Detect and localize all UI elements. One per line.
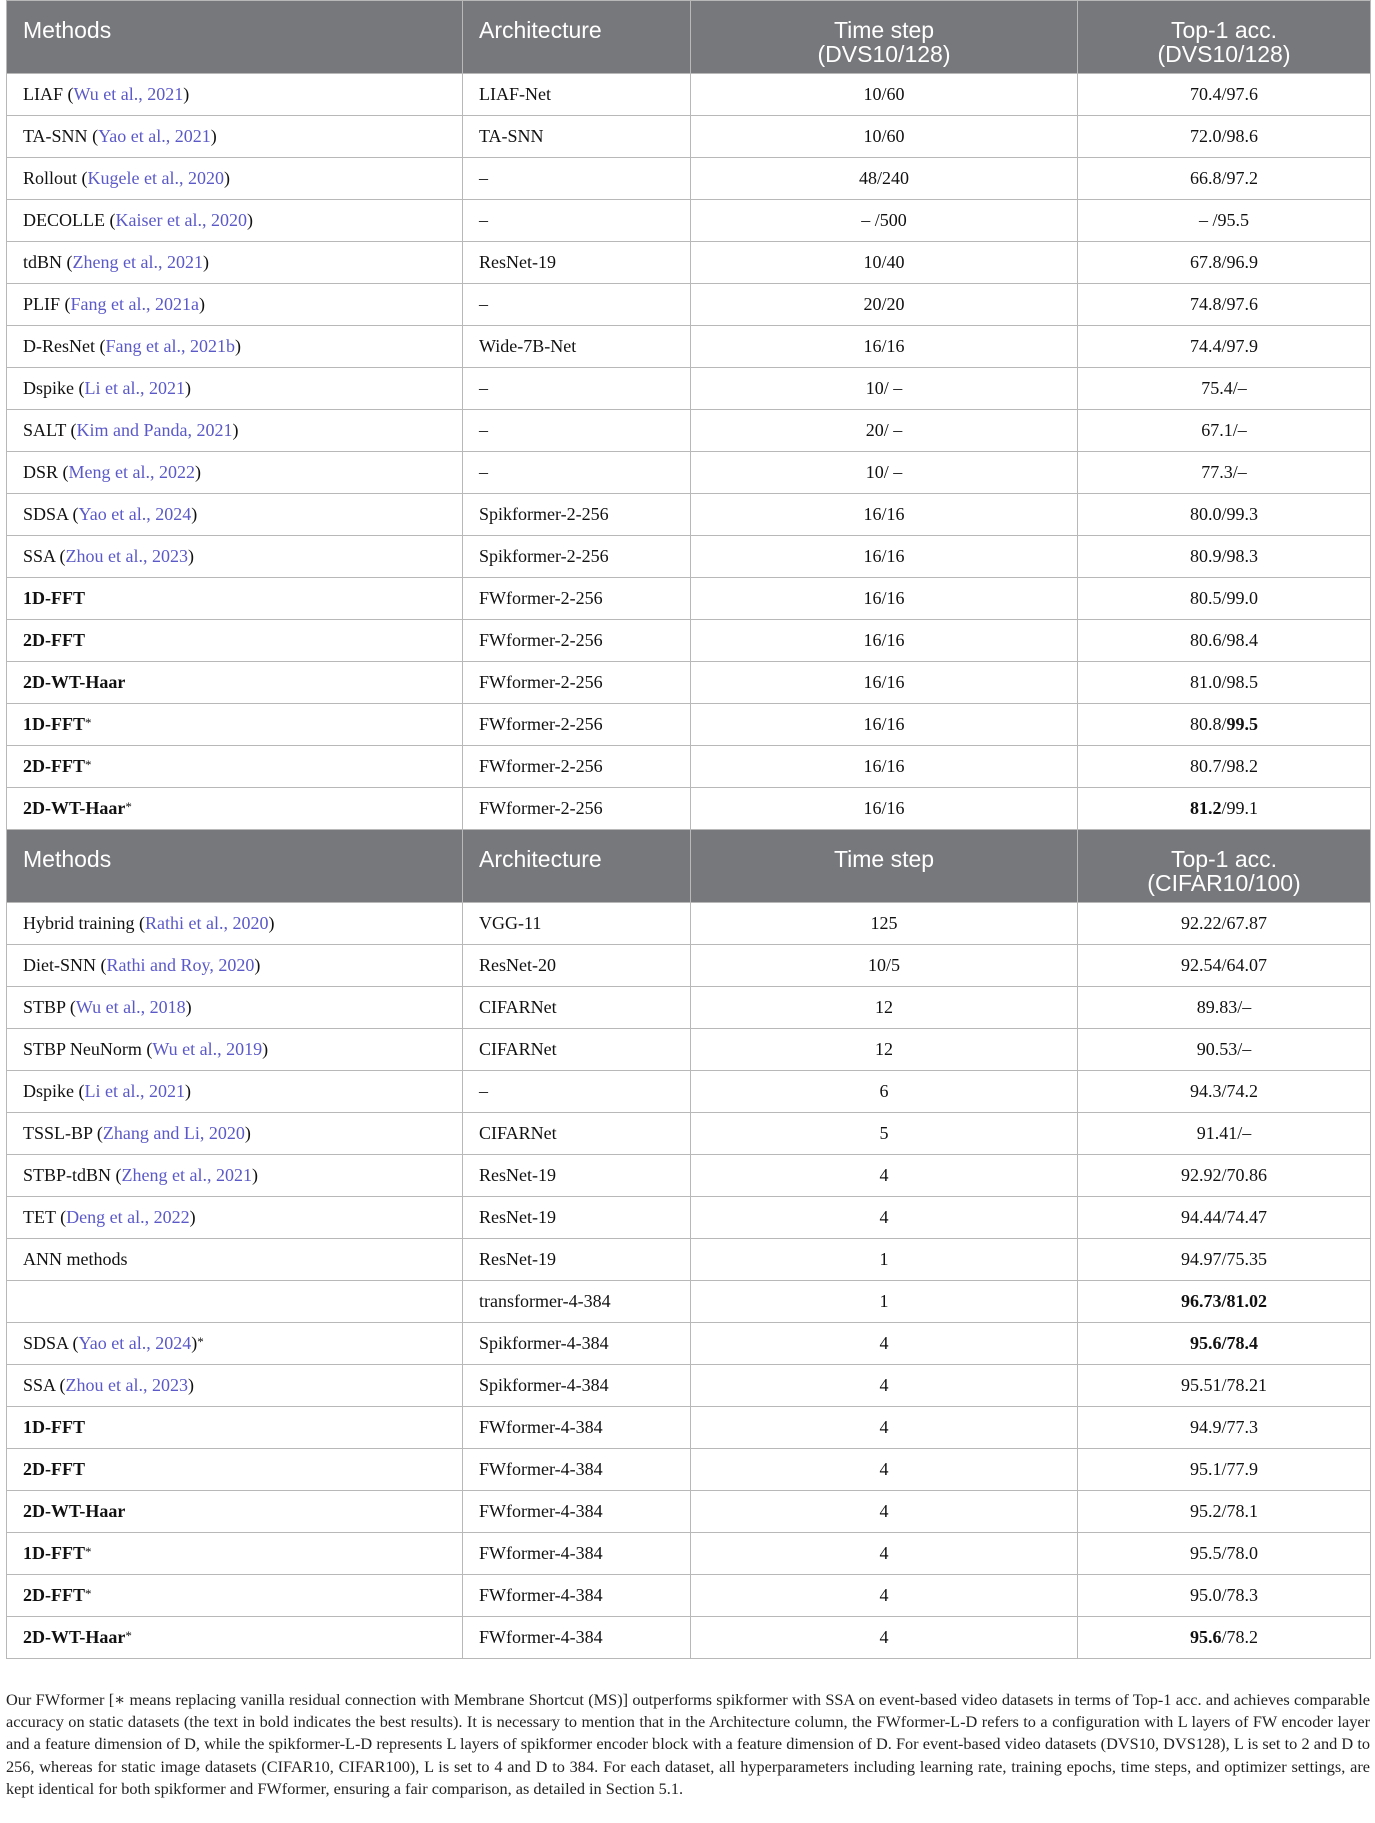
architecture-cell: FWformer-2-256 (463, 620, 691, 662)
accuracy-cell: – /95.5 (1078, 200, 1371, 242)
method-cell: Hybrid training (Rathi et al., 2020) (7, 903, 463, 945)
table-row (7, 1281, 1371, 1323)
architecture-cell: LIAF-Net (463, 74, 691, 116)
time-step-cell: 4 (691, 1533, 1078, 1575)
header-methods: Methods (7, 830, 463, 903)
accuracy-cell: 80.6/98.4 (1078, 620, 1371, 662)
accuracy-cell: 92.92/70.86 (1078, 1155, 1371, 1197)
method-cell: Rollout (Kugele et al., 2020) (7, 158, 463, 200)
method-cell: tdBN (Zheng et al., 2021) (7, 242, 463, 284)
table-row (7, 746, 1371, 788)
method-name: 2D-FFT (23, 1459, 85, 1479)
method-name: 1D-FFT (23, 1417, 85, 1437)
table-row (7, 116, 1371, 158)
time-step-cell: 16/16 (691, 662, 1078, 704)
accuracy-part: /99.1 (1221, 798, 1258, 818)
table-row (7, 1575, 1371, 1617)
citation-link: Fang et al., 2021b (105, 336, 235, 356)
citation-link: Yao et al., 2024 (78, 504, 192, 524)
table-caption: Our FWformer [∗ means replacing vanilla residual connection with Membrane Shortcut (MS)] outperforms spikformer with SSA on event-based video datasets in terms of Top-1 acc. and achieves comparable accuracy on static datasets (the text in bold indicates the best results). It is necessary to mention that in the Architecture column, the FWformer-L-D refers to a configuration with L layers of FW encoder layer and a feature dimension of D, while the spikformer-L-D represents L layers of spikformer encoder block with a feature dimension of D. For event-based video datasets (DVS10, DVS128), L is set to 2 and D to 256, whereas for static image datasets (CIFAR10, CIFAR100), L is set to 4 and D to 384. For each dataset, all hyperparameters including learning rate, training epochs, time steps, and optimizer settings, are kept identical for both spikformer and FWformer, ensuring a fair comparison, as detailed in Section 5.1. (6, 1690, 1370, 1798)
accuracy-cell (1078, 704, 1371, 746)
time-step-cell: 10/60 (691, 74, 1078, 116)
accuracy-cell: 77.3/– (1078, 452, 1371, 494)
method-cell (7, 1407, 463, 1449)
accuracy-cell: 80.5/99.0 (1078, 578, 1371, 620)
architecture-cell: – (463, 200, 691, 242)
method-name: DECOLLE (23, 210, 105, 230)
table-row (7, 704, 1371, 746)
method-name: 2D-FFT (23, 1585, 85, 1605)
method-name: 2D-WT-Haar (23, 1501, 126, 1521)
method-cell: TET (Deng et al., 2022) (7, 1197, 463, 1239)
architecture-cell: ResNet-19 (463, 242, 691, 284)
citation-link: Yao et al., 2021 (98, 126, 211, 146)
time-step-cell: 16/16 (691, 746, 1078, 788)
table2-body (7, 903, 1371, 1659)
table-row (7, 284, 1371, 326)
method-name: TA-SNN (23, 126, 88, 146)
time-step-cell: 16/16 (691, 494, 1078, 536)
table-row (7, 1365, 1371, 1407)
method-name: 1D-FFT (23, 1543, 85, 1563)
method-name: ANN methods (23, 1249, 128, 1269)
time-step-cell: 16/16 (691, 788, 1078, 830)
asterisk-mark: * (197, 1334, 204, 1349)
header-acc-sub: (CIFAR10/100) (1147, 870, 1301, 896)
citation-link: Deng et al., 2022 (66, 1207, 190, 1227)
citation-link: Wu et al., 2019 (152, 1039, 263, 1059)
table-row (7, 1323, 1371, 1365)
method-cell (7, 620, 463, 662)
architecture-cell: Spikformer-2-256 (463, 494, 691, 536)
time-step-cell: 16/16 (691, 620, 1078, 662)
method-name: PLIF (23, 294, 61, 314)
accuracy-cell: 66.8/97.2 (1078, 158, 1371, 200)
table-row (7, 1491, 1371, 1533)
citation-link: Zheng et al., 2021 (121, 1165, 252, 1185)
accuracy-cell: 67.1/– (1078, 410, 1371, 452)
method-cell: STBP-tdBN (Zheng et al., 2021) (7, 1155, 463, 1197)
time-step-cell: 5 (691, 1113, 1078, 1155)
method-name: Hybrid training (23, 913, 135, 933)
architecture-cell: – (463, 410, 691, 452)
citation-link: Zhou et al., 2023 (65, 546, 189, 566)
accuracy-cell: 92.22/67.87 (1078, 903, 1371, 945)
table-row (7, 494, 1371, 536)
table-row (7, 1407, 1371, 1449)
architecture-cell: Wide-7B-Net (463, 326, 691, 368)
citation-link: Zhou et al., 2023 (65, 1375, 189, 1395)
accuracy-cell: 95.1/77.9 (1078, 1449, 1371, 1491)
table-row (7, 788, 1371, 830)
results-table-container (6, 0, 1370, 1659)
method-name: LIAF (23, 84, 63, 104)
table-row (7, 1155, 1371, 1197)
time-step-cell: 4 (691, 1491, 1078, 1533)
table1-header-row (7, 1, 1371, 74)
time-step-cell: 6 (691, 1071, 1078, 1113)
time-step-cell: 4 (691, 1407, 1078, 1449)
citation-link: Li et al., 2021 (84, 1081, 185, 1101)
accuracy-cell (1078, 1617, 1371, 1659)
table-row (7, 74, 1371, 116)
architecture-cell: FWformer-4-384 (463, 1449, 691, 1491)
method-name: Diet-SNN (23, 955, 96, 975)
time-step-cell: 4 (691, 1575, 1078, 1617)
method-cell (7, 662, 463, 704)
accuracy-cell (1078, 788, 1371, 830)
table-row (7, 1029, 1371, 1071)
time-step-cell: 10/60 (691, 116, 1078, 158)
table-row (7, 410, 1371, 452)
method-cell: Dspike (Li et al., 2021) (7, 1071, 463, 1113)
method-cell (7, 578, 463, 620)
time-step-cell: 20/ – (691, 410, 1078, 452)
accuracy-cell: 67.8/96.9 (1078, 242, 1371, 284)
accuracy-cell: 95.5/78.0 (1078, 1533, 1371, 1575)
method-cell (7, 1617, 463, 1659)
method-name: tdBN (23, 252, 63, 272)
architecture-cell: FWformer-4-384 (463, 1407, 691, 1449)
citation-link: Kim and Panda, 2021 (76, 420, 233, 440)
time-step-cell: 48/240 (691, 158, 1078, 200)
method-name: 2D-WT-Haar (23, 1627, 126, 1647)
table-row (7, 945, 1371, 987)
citation-link: Rathi and Roy, 2020 (106, 955, 255, 975)
time-step-cell: 4 (691, 1449, 1078, 1491)
architecture-cell: FWformer-4-384 (463, 1491, 691, 1533)
accuracy-cell: 81.0/98.5 (1078, 662, 1371, 704)
architecture-cell: CIFARNet (463, 1113, 691, 1155)
accuracy-cell: 70.4/97.6 (1078, 74, 1371, 116)
method-cell: SSA (Zhou et al., 2023) (7, 536, 463, 578)
architecture-cell: Spikformer-4-384 (463, 1365, 691, 1407)
asterisk-mark: * (85, 1544, 92, 1559)
method-cell: Diet-SNN (Rathi and Roy, 2020) (7, 945, 463, 987)
header-time-step (691, 1, 1078, 74)
time-step-cell: – /500 (691, 200, 1078, 242)
method-name: Dspike (23, 378, 74, 398)
method-cell (7, 1533, 463, 1575)
architecture-cell: FWformer-4-384 (463, 1533, 691, 1575)
accuracy-cell: 91.41/– (1078, 1113, 1371, 1155)
accuracy-cell: 95.51/78.21 (1078, 1365, 1371, 1407)
table-row (7, 987, 1371, 1029)
architecture-cell: CIFARNet (463, 987, 691, 1029)
asterisk-mark: * (85, 715, 92, 730)
method-name: SSA (23, 1375, 56, 1395)
method-cell: LIAF (Wu et al., 2021) (7, 74, 463, 116)
citation-link: Zheng et al., 2021 (72, 252, 203, 272)
accuracy-best: 96.73/81.02 (1180, 1291, 1267, 1311)
method-cell: STBP (Wu et al., 2018) (7, 987, 463, 1029)
method-cell: Dspike (Li et al., 2021) (7, 368, 463, 410)
architecture-cell: Spikformer-4-384 (463, 1323, 691, 1365)
architecture-cell: TA-SNN (463, 116, 691, 158)
table-row (7, 578, 1371, 620)
time-step-cell: 16/16 (691, 536, 1078, 578)
architecture-cell: CIFARNet (463, 1029, 691, 1071)
accuracy-part: 80.8/ (1189, 714, 1227, 734)
architecture-cell: – (463, 452, 691, 494)
header-top1-acc (1078, 830, 1371, 903)
method-cell (7, 1491, 463, 1533)
time-step-cell: 1 (691, 1281, 1078, 1323)
method-cell (7, 704, 463, 746)
method-cell: SDSA (Yao et al., 2024)* (7, 1323, 463, 1365)
header-acc-label: Top-1 acc. (1170, 17, 1278, 43)
method-name: 2D-FFT (23, 630, 85, 650)
method-cell (7, 746, 463, 788)
architecture-cell: FWformer-2-256 (463, 578, 691, 620)
time-step-cell: 4 (691, 1323, 1078, 1365)
citation-link: Fang et al., 2021a (70, 294, 199, 314)
method-name: SALT (23, 420, 67, 440)
comparison-table (6, 0, 1371, 1659)
time-step-cell: 4 (691, 1155, 1078, 1197)
citation-link: Meng et al., 2022 (68, 462, 195, 482)
method-name: 1D-FFT (23, 588, 85, 608)
accuracy-cell: 80.7/98.2 (1078, 746, 1371, 788)
time-step-cell: 12 (691, 987, 1078, 1029)
table-row (7, 1197, 1371, 1239)
table-row (7, 200, 1371, 242)
table-row (7, 1449, 1371, 1491)
time-step-cell: 4 (691, 1197, 1078, 1239)
architecture-cell: FWformer-2-256 (463, 662, 691, 704)
accuracy-cell (1078, 1323, 1371, 1365)
method-cell (7, 1281, 463, 1323)
method-cell: SALT (Kim and Panda, 2021) (7, 410, 463, 452)
accuracy-cell: 94.44/74.47 (1078, 1197, 1371, 1239)
time-step-cell: 16/16 (691, 704, 1078, 746)
time-step-cell: 1 (691, 1239, 1078, 1281)
time-step-cell: 10/5 (691, 945, 1078, 987)
table1-body (7, 74, 1371, 830)
asterisk-mark: * (125, 799, 132, 814)
method-name: SSA (23, 546, 56, 566)
accuracy-part: /78.2 (1221, 1627, 1258, 1647)
time-step-cell: 16/16 (691, 326, 1078, 368)
table-row (7, 368, 1371, 410)
accuracy-cell: 90.53/– (1078, 1029, 1371, 1071)
time-step-cell: 10/40 (691, 242, 1078, 284)
accuracy-best: 81.2 (1189, 798, 1222, 818)
architecture-cell: Spikformer-2-256 (463, 536, 691, 578)
method-name: 2D-WT-Haar (23, 672, 126, 692)
method-cell: DECOLLE (Kaiser et al., 2020) (7, 200, 463, 242)
time-step-cell: 12 (691, 1029, 1078, 1071)
table-row (7, 1617, 1371, 1659)
accuracy-cell: 80.9/98.3 (1078, 536, 1371, 578)
time-step-cell: 16/16 (691, 578, 1078, 620)
table-row (7, 1071, 1371, 1113)
method-name: 2D-WT-Haar (23, 798, 126, 818)
citation-link: Kugele et al., 2020 (87, 168, 224, 188)
method-cell (7, 1575, 463, 1617)
accuracy-cell: 89.83/– (1078, 987, 1371, 1029)
architecture-cell: FWformer-4-384 (463, 1575, 691, 1617)
time-step-cell: 10/ – (691, 452, 1078, 494)
method-cell: TA-SNN (Yao et al., 2021) (7, 116, 463, 158)
architecture-cell: FWformer-2-256 (463, 704, 691, 746)
method-name: 2D-FFT (23, 756, 85, 776)
table-row (7, 536, 1371, 578)
architecture-cell: FWformer-2-256 (463, 788, 691, 830)
method-name: STBP NeuNorm (23, 1039, 142, 1059)
method-name: TET (23, 1207, 56, 1227)
accuracy-cell: 92.54/64.07 (1078, 945, 1371, 987)
citation-link: Li et al., 2021 (84, 378, 185, 398)
accuracy-cell: 74.8/97.6 (1078, 284, 1371, 326)
time-step-cell: 4 (691, 1617, 1078, 1659)
time-step-cell: 4 (691, 1365, 1078, 1407)
method-name: Dspike (23, 1081, 74, 1101)
table-row (7, 1113, 1371, 1155)
architecture-cell: ResNet-20 (463, 945, 691, 987)
accuracy-cell: 94.97/75.35 (1078, 1239, 1371, 1281)
asterisk-mark: * (85, 1586, 92, 1601)
citation-link: Zhang and Li, 2020 (102, 1123, 245, 1143)
table-row (7, 242, 1371, 284)
asterisk-mark: * (85, 757, 92, 772)
architecture-cell: ResNet-19 (463, 1239, 691, 1281)
accuracy-cell (1078, 1281, 1371, 1323)
table-row (7, 620, 1371, 662)
method-cell: PLIF (Fang et al., 2021a) (7, 284, 463, 326)
architecture-cell: ResNet-19 (463, 1197, 691, 1239)
method-cell (7, 788, 463, 830)
method-name: 1D-FFT (23, 714, 85, 734)
table-row (7, 326, 1371, 368)
architecture-cell: VGG-11 (463, 903, 691, 945)
method-cell: DSR (Meng et al., 2022) (7, 452, 463, 494)
header-top1-acc (1078, 1, 1371, 74)
header-time-step-label: Time step (833, 17, 935, 43)
accuracy-best: 99.5 (1226, 714, 1258, 734)
architecture-cell: transformer-4-384 (463, 1281, 691, 1323)
asterisk-mark: * (125, 1628, 132, 1643)
architecture-cell: – (463, 1071, 691, 1113)
method-cell (7, 1449, 463, 1491)
accuracy-best: 95.6/78.4 (1189, 1333, 1258, 1353)
accuracy-cell: 94.3/74.2 (1078, 1071, 1371, 1113)
accuracy-best: 95.6 (1189, 1627, 1222, 1647)
architecture-cell: ResNet-19 (463, 1155, 691, 1197)
table-row (7, 1239, 1371, 1281)
accuracy-cell: 72.0/98.6 (1078, 116, 1371, 158)
method-cell: SSA (Zhou et al., 2023) (7, 1365, 463, 1407)
accuracy-cell: 95.0/78.3 (1078, 1575, 1371, 1617)
method-name: STBP-tdBN (23, 1165, 112, 1185)
citation-link: Kaiser et al., 2020 (115, 210, 247, 230)
architecture-cell: FWformer-4-384 (463, 1617, 691, 1659)
table-row (7, 662, 1371, 704)
time-step-cell: 10/ – (691, 368, 1078, 410)
table-row (7, 158, 1371, 200)
method-cell: TSSL-BP (Zhang and Li, 2020) (7, 1113, 463, 1155)
method-name: DSR (23, 462, 59, 482)
table2-header-row (7, 830, 1371, 903)
accuracy-cell: 75.4/– (1078, 368, 1371, 410)
method-cell: D-ResNet (Fang et al., 2021b) (7, 326, 463, 368)
header-acc-label: Top-1 acc. (1170, 846, 1278, 872)
method-name: SDSA (23, 1333, 69, 1353)
accuracy-cell: 80.0/99.3 (1078, 494, 1371, 536)
architecture-cell: – (463, 158, 691, 200)
citation-link: Rathi et al., 2020 (144, 913, 269, 933)
method-name: TSSL-BP (23, 1123, 93, 1143)
time-step-cell: 20/20 (691, 284, 1078, 326)
header-architecture: Architecture (463, 1, 691, 74)
method-name: SDSA (23, 504, 69, 524)
method-cell: SDSA (Yao et al., 2024) (7, 494, 463, 536)
citation-link: Wu et al., 2018 (75, 997, 186, 1017)
table-row (7, 903, 1371, 945)
time-step-cell: 125 (691, 903, 1078, 945)
accuracy-cell: 74.4/97.9 (1078, 326, 1371, 368)
header-methods: Methods (7, 1, 463, 74)
header-time-step-sub: (DVS10/128) (817, 41, 951, 67)
header-acc-sub: (DVS10/128) (1157, 41, 1291, 67)
method-cell (7, 1239, 463, 1281)
architecture-cell: – (463, 284, 691, 326)
table-row (7, 452, 1371, 494)
architecture-cell: – (463, 368, 691, 410)
citation-link: Yao et al., 2024 (78, 1333, 192, 1353)
method-cell: STBP NeuNorm (Wu et al., 2019) (7, 1029, 463, 1071)
method-name: D-ResNet (23, 336, 95, 356)
accuracy-cell: 95.2/78.1 (1078, 1491, 1371, 1533)
table-row (7, 1533, 1371, 1575)
accuracy-cell: 94.9/77.3 (1078, 1407, 1371, 1449)
header-time-step: Time step (691, 830, 1078, 903)
header-architecture: Architecture (463, 830, 691, 903)
method-name: Rollout (23, 168, 78, 188)
citation-link: Wu et al., 2021 (73, 84, 184, 104)
method-name: STBP (23, 997, 66, 1017)
architecture-cell: FWformer-2-256 (463, 746, 691, 788)
